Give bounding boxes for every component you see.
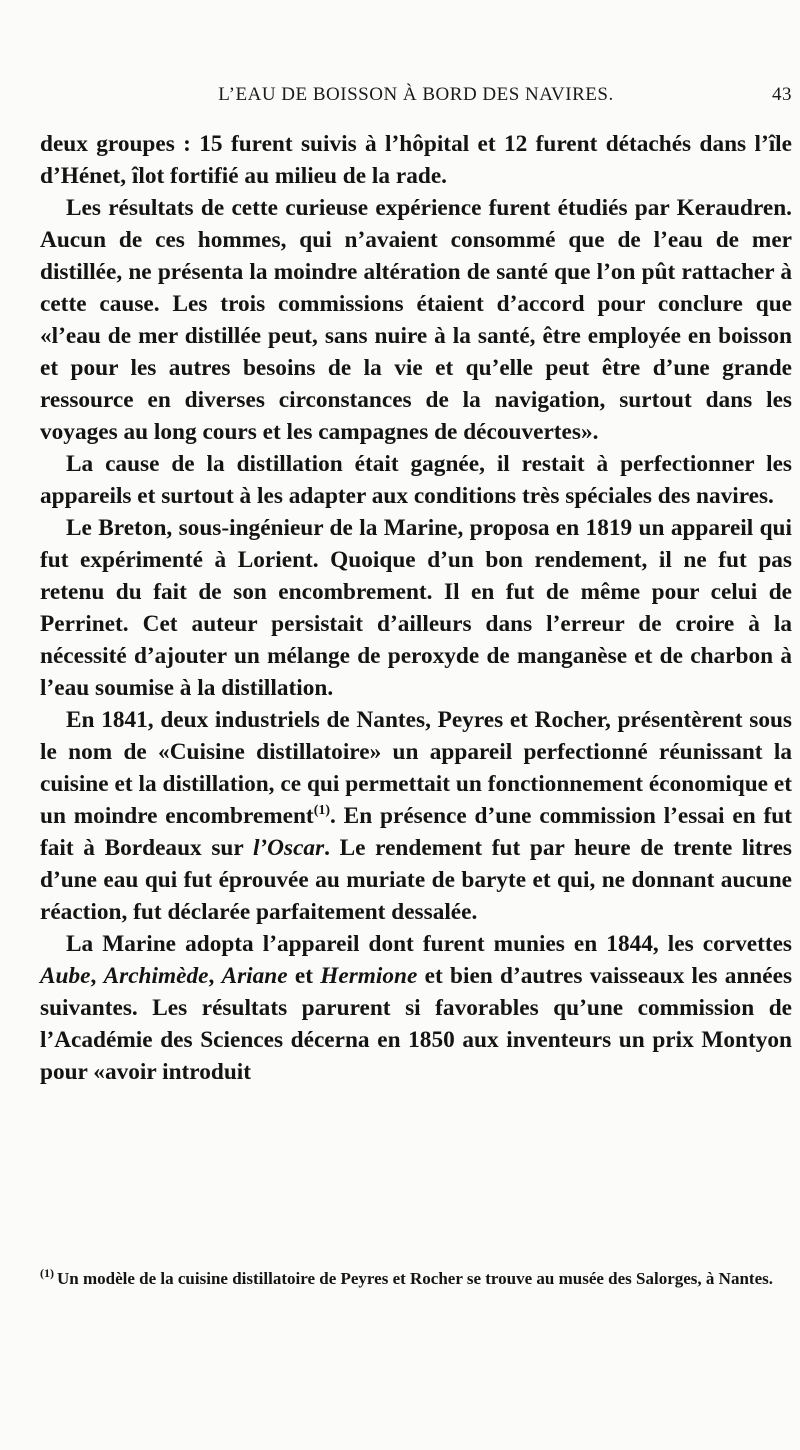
paragraph-5-text-c: . Le rendement fut par heure de trente litres d’une eau qui fut éprouvée au muriate de baryte et qui, ne donnant aucune réaction, fut déclarée parfaitement dessalée. (40, 835, 792, 925)
paragraph-1: deux groupes : 15 furent suivis à l’hôpital et 12 furent détachés dans l’île d’Hénet, îlot fortifié au milieu de la rade. (40, 131, 792, 189)
footnote-reference: (1) (313, 803, 331, 819)
main-text (40, 128, 792, 1088)
paragraph-6 (40, 928, 792, 1088)
running-header (40, 84, 792, 114)
paragraph-4: Le Breton, sous-ingénieur de la Marine, proposa en 1819 un appareil qui fut expérimenté à Lorient. Quoique d’un bon rendement, il ne fut pas retenu du fait de son encombrement. Il en fut de même pour celui de Perrinet. Cet auteur persistait d’ailleurs dans l’erreur de croire à la nécessité d’ajouter un mélange de peroxyde de manganèse et de charbon à l’eau soumise à la distillation. (40, 515, 792, 701)
ship-name-oscar: l’Oscar (252, 835, 325, 861)
paragraph-5-text-a: En 1841, deux industriels de Nantes, Peyres et Rocher, présentèrent sous le nom de «Cuisine distillatoire» un appareil perfectionné réunissant la cuisine et la distillation, ce qui permettait un fonctionnement économique et un moindre encombrement (40, 707, 792, 829)
paragraph-5 (40, 704, 792, 928)
footnote-text: Un modèle de la cuisine distillatoire de Peyres et Rocher se trouve au musée des Salorges, à Nantes. (57, 1269, 773, 1288)
page-number: 43 (772, 84, 792, 105)
paragraph-6-text-a: La Marine adopta l’appareil dont furent munies en 1844, les corvettes (66, 931, 792, 957)
footnote (40, 1266, 792, 1292)
ship-name-aube: Aube (40, 963, 91, 989)
separator-2: , (208, 963, 222, 989)
paragraph-2: Les résultats de cette curieuse expérience furent étudiés par Keraudren. Aucun de ces hommes, qui n’avaient consommé que de l’eau de mer distillée, ne présenta la moindre altération de santé que l’on pût rattacher à cette cause. Les trois commissions étaient d’accord pour conclure que «l’eau de mer distillée peut, sans nuire à la santé, être employée en boisson et pour les autres besoins de la vie et qu’elle peut être d’une grande ressource en diverses circonstances de la navigation, surtout dans les voyages au long cours et les campagnes de découvertes». (40, 195, 792, 445)
ship-name-archimede: Archimède (103, 963, 209, 989)
paragraph-6-text-b: et bien d’autres vaisseaux les années suivantes. Les résultats parurent si favorables qu’une commission de l’Académie des Sciences décerna en 1850 aux inventeurs un prix Montyon pour «avoir introduit (40, 963, 793, 1085)
footnote-mark: (1) (40, 1266, 54, 1281)
paragraph-3: La cause de la distillation était gagnée, il restait à perfectionner les appareils et surtout à les adapter aux conditions très spéciales des navires. (40, 451, 792, 509)
ship-name-hermione: Hermione (320, 963, 418, 989)
paragraph-5-text-b: . En présence d’une commission l’essai en fut fait à Bordeaux sur (40, 803, 792, 861)
running-title: L’EAU DE BOISSON À BORD DES NAVIRES. (218, 84, 614, 105)
ship-name-ariane: Ariane (221, 963, 288, 989)
separator-3: et (287, 963, 321, 989)
separator-1: , (90, 963, 104, 989)
